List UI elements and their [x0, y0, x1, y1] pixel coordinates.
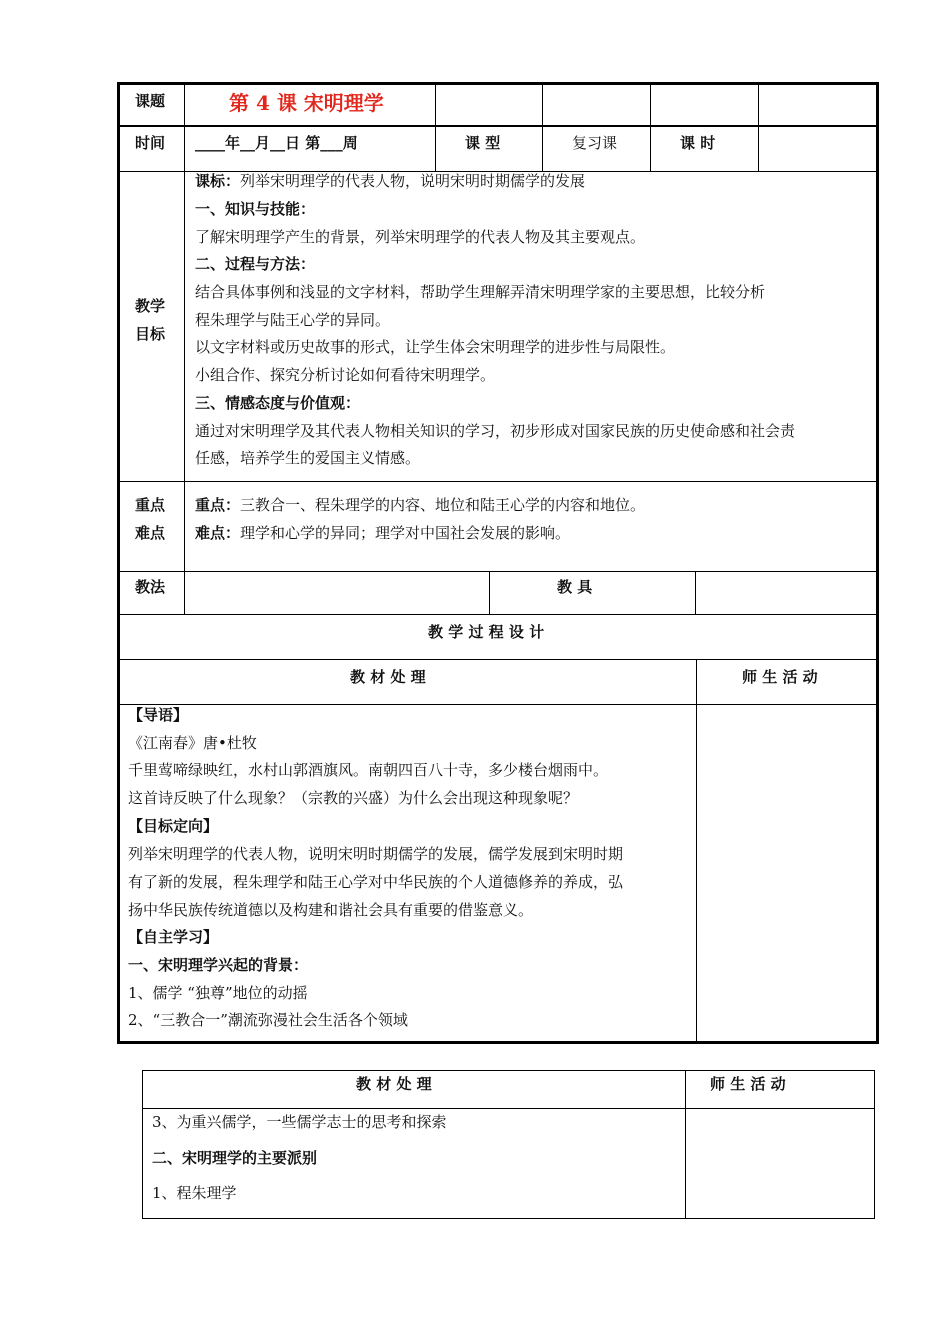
schools-heading: 二、宋明理学的主要派别: [152, 1149, 318, 1167]
curriculum-standard: [195, 174, 585, 189]
key-points-label: 重点：: [195, 496, 241, 514]
key-label-1: 重点: [135, 496, 166, 514]
process-text-1: 结合具体事例和浅显的文字材料，帮助学生理解弄清宋明理学家的主要思想，比较分析: [195, 283, 766, 301]
intro-question: 这首诗反映了什么现象？（宗教的兴盛）为什么会出现这种现象呢？: [128, 789, 579, 807]
activity-column-header: 师 生 活 动: [742, 668, 818, 686]
process-text-2: 程朱理学与陆王心学的异同。: [195, 311, 391, 329]
date-fields: ____年__月__日 第___周: [195, 134, 358, 152]
poem-text: 千里莺啼绿映红，水村山郭酒旗风。南朝四百八十寺，多少楼台烟雨中。: [128, 761, 609, 779]
design-title: 教 学 过 程 设 计: [428, 623, 545, 641]
goal-heading: 【目标定向】: [128, 817, 219, 835]
background-item-2: 2、“三教合一”潮流弥漫社会生活各个领域: [128, 1011, 408, 1029]
goal-text-1: 列举宋明理学的代表人物，说明宋明时期儒学的发展，儒学发展到宋明时期: [128, 845, 624, 863]
material-column-header-2: 教 材 处 理: [356, 1075, 432, 1093]
school-item-1: 1、程朱理学: [152, 1184, 237, 1202]
self-study-heading: 【自主学习】: [128, 928, 219, 946]
attitude-text-2: 任感，培养学生的爱国主义情感。: [195, 449, 421, 467]
knowledge-heading: 一、知识与技能：: [195, 200, 316, 218]
standard-label: 课标：: [195, 172, 241, 190]
key-points-text: 三教合一、程朱理学的内容、地位和陆王心学的内容和地位。: [240, 496, 646, 514]
intro-heading: 【导语】: [128, 706, 189, 724]
attitude-heading: 三、情感态度与价值观：: [195, 394, 361, 412]
hours-label: 课 时: [680, 134, 716, 152]
goal-text-3: 扬中华民族传统道德以及构建和谐社会具有重要的借鉴意义。: [128, 901, 534, 919]
goals-label-2: 目标: [135, 325, 166, 343]
type-value: 复习课: [572, 134, 618, 152]
difficult-points-text: 理学和心学的异同；理学对中国社会发展的影响。: [240, 524, 571, 542]
activity-column-header-2: 师 生 活 动: [710, 1075, 786, 1093]
tools-label: 教 具: [557, 578, 593, 596]
type-label: 课 型: [465, 134, 501, 152]
goals-label-1: 教学: [135, 297, 166, 315]
background-heading: 一、宋明理学兴起的背景：: [128, 956, 309, 974]
time-label: 时间: [135, 134, 166, 152]
difficult-points: [195, 526, 570, 541]
process-text-4: 小组合作、探究分析讨论如何看待宋明理学。: [195, 366, 496, 384]
process-heading: 二、过程与方法：: [195, 255, 316, 273]
background-item-3: 3、为重兴儒学，一些儒学志士的思考和探索: [152, 1113, 447, 1131]
lesson-title-label: 课题: [135, 92, 166, 110]
material-column-header: 教 材 处 理: [350, 668, 426, 686]
difficult-points-label: 难点：: [195, 524, 241, 542]
process-text-3: 以文字材料或历史故事的形式，让学生体会宋明理学的进步性与局限性。: [195, 338, 676, 356]
method-label: 教法: [135, 578, 166, 596]
lesson-title: 第 4 课 宋明理学: [229, 91, 384, 115]
background-item-1: 1、儒学 “独尊”地位的动摇: [128, 984, 308, 1002]
knowledge-text: 了解宋明理学产生的背景，列举宋明理学的代表人物及其主要观点。: [195, 228, 646, 246]
goal-text-2: 有了新的发展，程朱理学和陆王心学对中华民族的个人道德修养的养成，弘: [128, 873, 624, 891]
attitude-text-1: 通过对宋明理学及其代表人物相关知识的学习，初步形成对国家民族的历史使命感和社会责: [195, 422, 796, 440]
key-label-2: 难点: [135, 524, 166, 542]
poem-title: 《江南春》唐•杜牧: [128, 734, 257, 752]
key-points: [195, 498, 645, 513]
standard-text: 列举宋明理学的代表人物，说明宋明时期儒学的发展: [240, 172, 586, 190]
